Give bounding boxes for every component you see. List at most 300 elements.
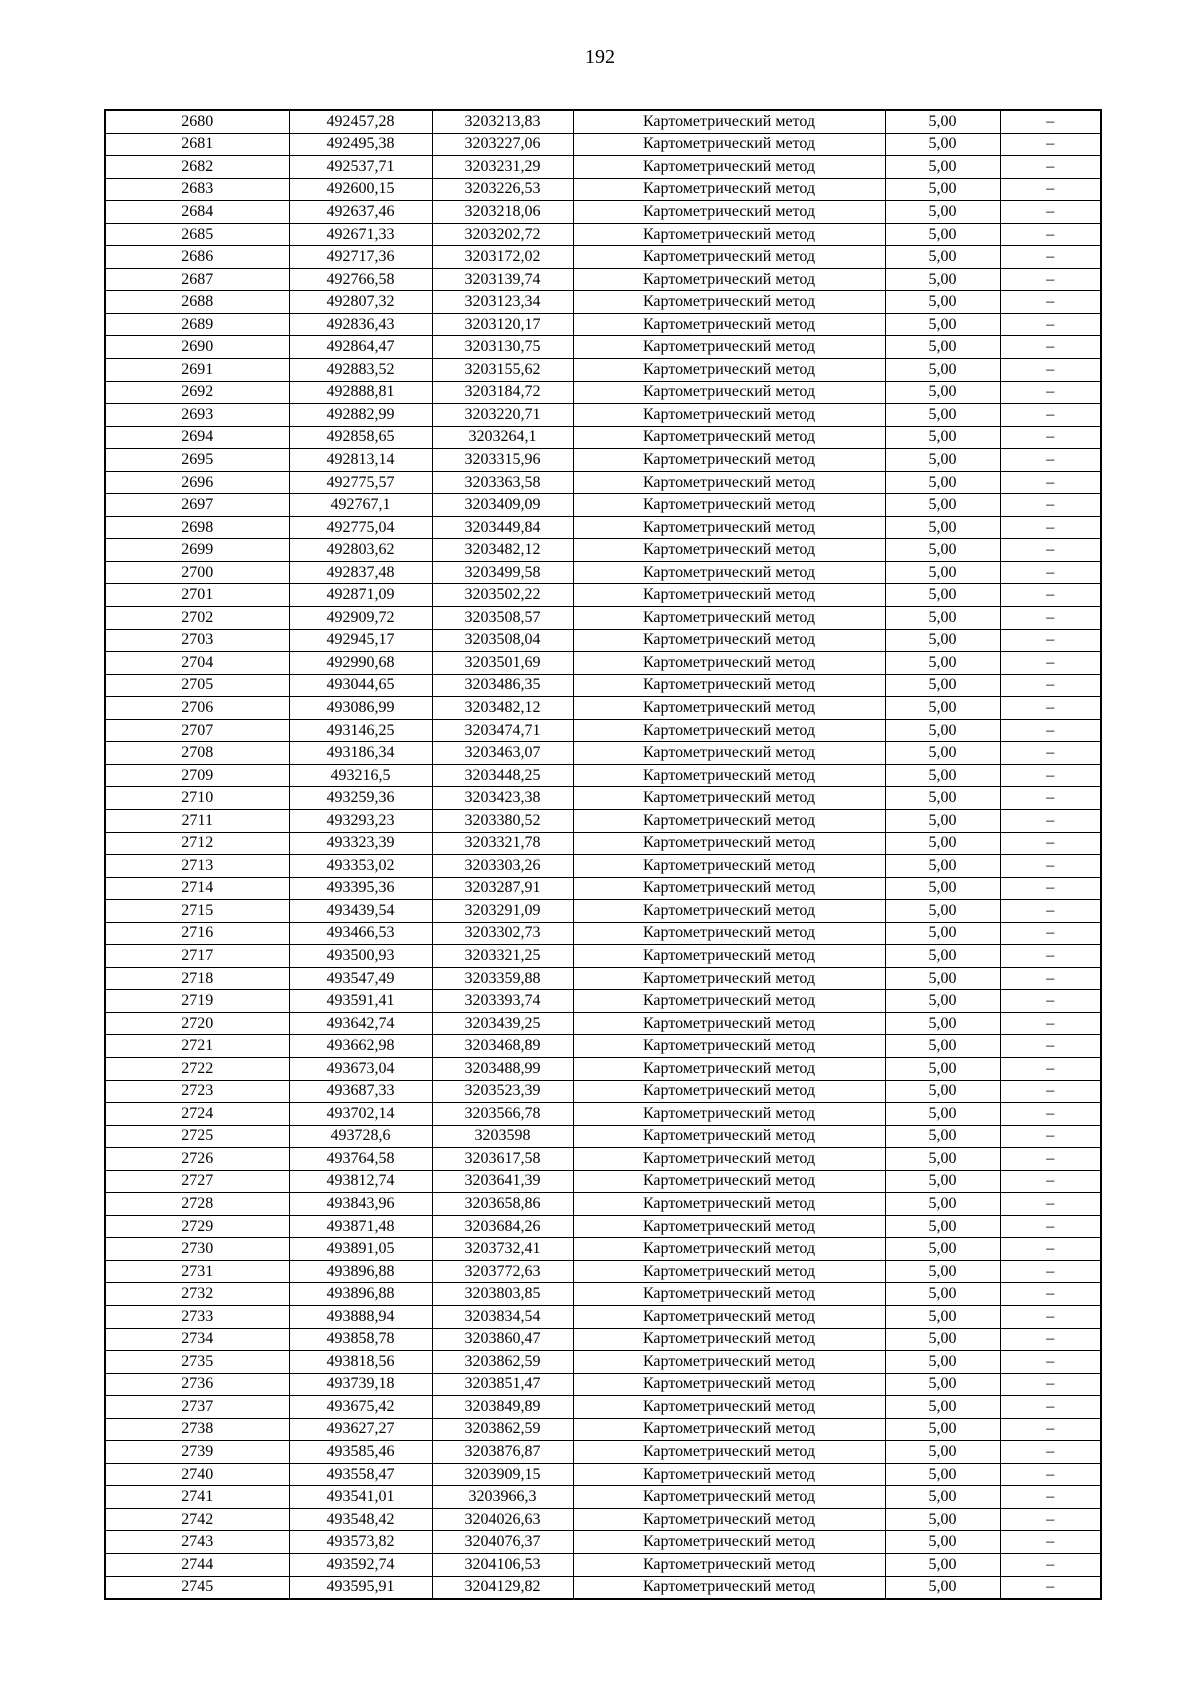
x-coordinate-cell: 492766,58 [289, 268, 432, 291]
accuracy-cell: 5,00 [885, 900, 1000, 923]
x-coordinate-cell: 492864,47 [289, 336, 432, 359]
point-number-cell: 2733 [105, 1305, 289, 1328]
x-coordinate-cell: 493843,96 [289, 1193, 432, 1216]
description-cell: – [1000, 787, 1101, 810]
x-coordinate-cell: 492871,09 [289, 584, 432, 607]
point-number-cell: 2744 [105, 1554, 289, 1577]
y-coordinate-cell: 3203486,35 [432, 674, 573, 697]
x-coordinate-cell: 493044,65 [289, 674, 432, 697]
point-number-cell: 2721 [105, 1035, 289, 1058]
accuracy-cell: 5,00 [885, 922, 1000, 945]
description-cell: – [1000, 832, 1101, 855]
point-number-cell: 2688 [105, 291, 289, 314]
method-cell: Картометрический метод [573, 1012, 885, 1035]
accuracy-cell: 5,00 [885, 697, 1000, 720]
x-coordinate-cell: 492637,46 [289, 201, 432, 224]
description-cell: – [1000, 809, 1101, 832]
table-body [105, 110, 1101, 1599]
accuracy-cell: 5,00 [885, 133, 1000, 156]
description-cell: – [1000, 516, 1101, 539]
description-cell: – [1000, 1305, 1101, 1328]
y-coordinate-cell: 3203641,39 [432, 1170, 573, 1193]
x-coordinate-cell: 492767,1 [289, 494, 432, 517]
y-coordinate-cell: 3203231,29 [432, 156, 573, 179]
description-cell: – [1000, 1554, 1101, 1577]
table-row [105, 1260, 1101, 1283]
accuracy-cell: 5,00 [885, 1283, 1000, 1306]
method-cell: Картометрический метод [573, 1441, 885, 1464]
point-number-cell: 2693 [105, 404, 289, 427]
point-number-cell: 2708 [105, 742, 289, 765]
x-coordinate-cell: 493662,98 [289, 1035, 432, 1058]
point-number-cell: 2714 [105, 877, 289, 900]
table-row [105, 1351, 1101, 1374]
point-number-cell: 2735 [105, 1351, 289, 1374]
accuracy-cell: 5,00 [885, 1238, 1000, 1261]
description-cell: – [1000, 1328, 1101, 1351]
method-cell: Картометрический метод [573, 1508, 885, 1531]
table-row [105, 967, 1101, 990]
accuracy-cell: 5,00 [885, 1418, 1000, 1441]
point-number-cell: 2739 [105, 1441, 289, 1464]
table-row [105, 674, 1101, 697]
y-coordinate-cell: 3203184,72 [432, 381, 573, 404]
point-number-cell: 2718 [105, 967, 289, 990]
point-number-cell: 2687 [105, 268, 289, 291]
table-row [105, 1396, 1101, 1419]
point-number-cell: 2696 [105, 471, 289, 494]
description-cell: – [1000, 1125, 1101, 1148]
method-cell: Картометрический метод [573, 381, 885, 404]
table-row [105, 1080, 1101, 1103]
accuracy-cell: 5,00 [885, 471, 1000, 494]
method-cell: Картометрический метод [573, 900, 885, 923]
method-cell: Картометрический метод [573, 336, 885, 359]
accuracy-cell: 5,00 [885, 178, 1000, 201]
x-coordinate-cell: 492813,14 [289, 449, 432, 472]
accuracy-cell: 5,00 [885, 1508, 1000, 1531]
x-coordinate-cell: 493547,49 [289, 967, 432, 990]
point-number-cell: 2694 [105, 426, 289, 449]
description-cell: – [1000, 922, 1101, 945]
method-cell: Картометрический метод [573, 1554, 885, 1577]
description-cell: – [1000, 1531, 1101, 1554]
description-cell: – [1000, 629, 1101, 652]
description-cell: – [1000, 764, 1101, 787]
accuracy-cell: 5,00 [885, 945, 1000, 968]
y-coordinate-cell: 3203488,99 [432, 1057, 573, 1080]
table-row [105, 855, 1101, 878]
x-coordinate-cell: 493573,82 [289, 1531, 432, 1554]
description-cell: – [1000, 652, 1101, 675]
x-coordinate-cell: 493591,41 [289, 990, 432, 1013]
accuracy-cell: 5,00 [885, 1396, 1000, 1419]
x-coordinate-cell: 493353,02 [289, 855, 432, 878]
method-cell: Картометрический метод [573, 313, 885, 336]
method-cell: Картометрический метод [573, 922, 885, 945]
accuracy-cell: 5,00 [885, 584, 1000, 607]
point-number-cell: 2717 [105, 945, 289, 968]
description-cell: – [1000, 133, 1101, 156]
point-number-cell: 2700 [105, 561, 289, 584]
point-number-cell: 2722 [105, 1057, 289, 1080]
table-row [105, 1125, 1101, 1148]
method-cell: Картометрический метод [573, 1576, 885, 1599]
x-coordinate-cell: 493818,56 [289, 1351, 432, 1374]
description-cell: – [1000, 1170, 1101, 1193]
method-cell: Картометрический метод [573, 156, 885, 179]
method-cell: Картометрический метод [573, 561, 885, 584]
y-coordinate-cell: 3203617,58 [432, 1148, 573, 1171]
description-cell: – [1000, 246, 1101, 269]
description-cell: – [1000, 967, 1101, 990]
accuracy-cell: 5,00 [885, 561, 1000, 584]
y-coordinate-cell: 3203566,78 [432, 1103, 573, 1126]
description-cell: – [1000, 268, 1101, 291]
table-row [105, 1576, 1101, 1599]
point-number-cell: 2682 [105, 156, 289, 179]
method-cell: Картометрический метод [573, 697, 885, 720]
table-row [105, 652, 1101, 675]
description-cell: – [1000, 1418, 1101, 1441]
table-row [105, 877, 1101, 900]
point-number-cell: 2743 [105, 1531, 289, 1554]
method-cell: Картометрический метод [573, 945, 885, 968]
table-row [105, 110, 1101, 133]
method-cell: Картометрический метод [573, 539, 885, 562]
x-coordinate-cell: 493439,54 [289, 900, 432, 923]
description-cell: – [1000, 1351, 1101, 1374]
y-coordinate-cell: 3203321,78 [432, 832, 573, 855]
table-row [105, 561, 1101, 584]
method-cell: Картометрический метод [573, 742, 885, 765]
x-coordinate-cell: 493216,5 [289, 764, 432, 787]
y-coordinate-cell: 3203502,22 [432, 584, 573, 607]
table-row [105, 900, 1101, 923]
x-coordinate-cell: 493500,93 [289, 945, 432, 968]
x-coordinate-cell: 493673,04 [289, 1057, 432, 1080]
method-cell: Картометрический метод [573, 1125, 885, 1148]
point-number-cell: 2703 [105, 629, 289, 652]
accuracy-cell: 5,00 [885, 426, 1000, 449]
accuracy-cell: 5,00 [885, 449, 1000, 472]
point-number-cell: 2737 [105, 1396, 289, 1419]
accuracy-cell: 5,00 [885, 1080, 1000, 1103]
method-cell: Картометрический метод [573, 1035, 885, 1058]
method-cell: Картометрический метод [573, 584, 885, 607]
method-cell: Картометрический метод [573, 1486, 885, 1509]
table-row [105, 1508, 1101, 1531]
method-cell: Картометрический метод [573, 1080, 885, 1103]
point-number-cell: 2741 [105, 1486, 289, 1509]
description-cell: – [1000, 607, 1101, 630]
accuracy-cell: 5,00 [885, 990, 1000, 1013]
method-cell: Картометрический метод [573, 1418, 885, 1441]
description-cell: – [1000, 1373, 1101, 1396]
x-coordinate-cell: 492537,71 [289, 156, 432, 179]
table-row [105, 1418, 1101, 1441]
point-number-cell: 2723 [105, 1080, 289, 1103]
point-number-cell: 2692 [105, 381, 289, 404]
accuracy-cell: 5,00 [885, 1351, 1000, 1374]
accuracy-cell: 5,00 [885, 1035, 1000, 1058]
method-cell: Картометрический метод [573, 1396, 885, 1419]
x-coordinate-cell: 493702,14 [289, 1103, 432, 1126]
point-number-cell: 2745 [105, 1576, 289, 1599]
accuracy-cell: 5,00 [885, 832, 1000, 855]
accuracy-cell: 5,00 [885, 1193, 1000, 1216]
description-cell: – [1000, 877, 1101, 900]
y-coordinate-cell: 3204129,82 [432, 1576, 573, 1599]
point-number-cell: 2709 [105, 764, 289, 787]
description-cell: – [1000, 1148, 1101, 1171]
x-coordinate-cell: 492836,43 [289, 313, 432, 336]
description-cell: – [1000, 404, 1101, 427]
method-cell: Картометрический метод [573, 787, 885, 810]
accuracy-cell: 5,00 [885, 1576, 1000, 1599]
y-coordinate-cell: 3203409,09 [432, 494, 573, 517]
accuracy-cell: 5,00 [885, 719, 1000, 742]
description-cell: – [1000, 1463, 1101, 1486]
method-cell: Картометрический метод [573, 652, 885, 675]
description-cell: – [1000, 359, 1101, 382]
description-cell: – [1000, 1103, 1101, 1126]
point-number-cell: 2742 [105, 1508, 289, 1531]
method-cell: Картометрический метод [573, 178, 885, 201]
point-number-cell: 2689 [105, 313, 289, 336]
table-row [105, 1057, 1101, 1080]
point-number-cell: 2705 [105, 674, 289, 697]
y-coordinate-cell: 3203966,3 [432, 1486, 573, 1509]
point-number-cell: 2724 [105, 1103, 289, 1126]
method-cell: Картометрический метод [573, 449, 885, 472]
x-coordinate-cell: 493896,88 [289, 1283, 432, 1306]
method-cell: Картометрический метод [573, 1531, 885, 1554]
x-coordinate-cell: 493675,42 [289, 1396, 432, 1419]
accuracy-cell: 5,00 [885, 110, 1000, 133]
x-coordinate-cell: 493585,46 [289, 1441, 432, 1464]
method-cell: Картометрический метод [573, 809, 885, 832]
description-cell: – [1000, 426, 1101, 449]
point-number-cell: 2681 [105, 133, 289, 156]
point-number-cell: 2719 [105, 990, 289, 1013]
method-cell: Картометрический метод [573, 1238, 885, 1261]
point-number-cell: 2707 [105, 719, 289, 742]
point-number-cell: 2702 [105, 607, 289, 630]
y-coordinate-cell: 3203468,89 [432, 1035, 573, 1058]
x-coordinate-cell: 492882,99 [289, 404, 432, 427]
description-cell: – [1000, 1283, 1101, 1306]
y-coordinate-cell: 3203499,58 [432, 561, 573, 584]
y-coordinate-cell: 3204026,63 [432, 1508, 573, 1531]
accuracy-cell: 5,00 [885, 539, 1000, 562]
x-coordinate-cell: 493592,74 [289, 1554, 432, 1577]
page-number: 192 [585, 46, 615, 68]
accuracy-cell: 5,00 [885, 404, 1000, 427]
description-cell: – [1000, 1486, 1101, 1509]
accuracy-cell: 5,00 [885, 652, 1000, 675]
point-number-cell: 2715 [105, 900, 289, 923]
y-coordinate-cell: 3203287,91 [432, 877, 573, 900]
table-row [105, 1193, 1101, 1216]
y-coordinate-cell: 3203598 [432, 1125, 573, 1148]
table-row [105, 1486, 1101, 1509]
accuracy-cell: 5,00 [885, 1148, 1000, 1171]
method-cell: Картометрический метод [573, 268, 885, 291]
description-cell: – [1000, 561, 1101, 584]
point-number-cell: 2698 [105, 516, 289, 539]
y-coordinate-cell: 3203439,25 [432, 1012, 573, 1035]
method-cell: Картометрический метод [573, 1057, 885, 1080]
x-coordinate-cell: 493548,42 [289, 1508, 432, 1531]
x-coordinate-cell: 493323,39 [289, 832, 432, 855]
y-coordinate-cell: 3203862,59 [432, 1351, 573, 1374]
point-number-cell: 2726 [105, 1148, 289, 1171]
x-coordinate-cell: 492717,36 [289, 246, 432, 269]
x-coordinate-cell: 493595,91 [289, 1576, 432, 1599]
y-coordinate-cell: 3203772,63 [432, 1260, 573, 1283]
accuracy-cell: 5,00 [885, 855, 1000, 878]
point-number-cell: 2704 [105, 652, 289, 675]
point-number-cell: 2695 [105, 449, 289, 472]
y-coordinate-cell: 3203393,74 [432, 990, 573, 1013]
y-coordinate-cell: 3203508,57 [432, 607, 573, 630]
table-row [105, 787, 1101, 810]
table-row [105, 516, 1101, 539]
description-cell: – [1000, 990, 1101, 1013]
description-cell: – [1000, 945, 1101, 968]
x-coordinate-cell: 493891,05 [289, 1238, 432, 1261]
point-number-cell: 2710 [105, 787, 289, 810]
x-coordinate-cell: 493086,99 [289, 697, 432, 720]
table-row [105, 1373, 1101, 1396]
table-row [105, 156, 1101, 179]
y-coordinate-cell: 3203302,73 [432, 922, 573, 945]
point-number-cell: 2697 [105, 494, 289, 517]
x-coordinate-cell: 492883,52 [289, 359, 432, 382]
table-row [105, 1441, 1101, 1464]
table-row [105, 471, 1101, 494]
x-coordinate-cell: 492775,04 [289, 516, 432, 539]
accuracy-cell: 5,00 [885, 223, 1000, 246]
description-cell: – [1000, 471, 1101, 494]
description-cell: – [1000, 1193, 1101, 1216]
point-number-cell: 2706 [105, 697, 289, 720]
table-row [105, 1103, 1101, 1126]
y-coordinate-cell: 3204106,53 [432, 1554, 573, 1577]
method-cell: Картометрический метод [573, 133, 885, 156]
method-cell: Картометрический метод [573, 990, 885, 1013]
accuracy-cell: 5,00 [885, 1057, 1000, 1080]
x-coordinate-cell: 492775,57 [289, 471, 432, 494]
table-row [105, 607, 1101, 630]
y-coordinate-cell: 3203172,02 [432, 246, 573, 269]
y-coordinate-cell: 3203448,25 [432, 764, 573, 787]
description-cell: – [1000, 1441, 1101, 1464]
x-coordinate-cell: 493259,36 [289, 787, 432, 810]
table-row [105, 291, 1101, 314]
table-row [105, 313, 1101, 336]
y-coordinate-cell: 3203218,06 [432, 201, 573, 224]
accuracy-cell: 5,00 [885, 291, 1000, 314]
method-cell: Картометрический метод [573, 674, 885, 697]
x-coordinate-cell: 493293,23 [289, 809, 432, 832]
x-coordinate-cell: 492457,28 [289, 110, 432, 133]
y-coordinate-cell: 3203155,62 [432, 359, 573, 382]
y-coordinate-cell: 3203213,83 [432, 110, 573, 133]
point-number-cell: 2736 [105, 1373, 289, 1396]
y-coordinate-cell: 3203220,71 [432, 404, 573, 427]
description-cell: – [1000, 336, 1101, 359]
table-row [105, 426, 1101, 449]
table-row [105, 223, 1101, 246]
accuracy-cell: 5,00 [885, 607, 1000, 630]
x-coordinate-cell: 493812,74 [289, 1170, 432, 1193]
point-number-cell: 2730 [105, 1238, 289, 1261]
point-number-cell: 2691 [105, 359, 289, 382]
method-cell: Картометрический метод [573, 967, 885, 990]
description-cell: – [1000, 449, 1101, 472]
y-coordinate-cell: 3203202,72 [432, 223, 573, 246]
description-cell: – [1000, 381, 1101, 404]
x-coordinate-cell: 493739,18 [289, 1373, 432, 1396]
accuracy-cell: 5,00 [885, 674, 1000, 697]
method-cell: Картометрический метод [573, 1170, 885, 1193]
description-cell: – [1000, 855, 1101, 878]
y-coordinate-cell: 3203291,09 [432, 900, 573, 923]
y-coordinate-cell: 3203501,69 [432, 652, 573, 675]
accuracy-cell: 5,00 [885, 809, 1000, 832]
y-coordinate-cell: 3203123,34 [432, 291, 573, 314]
description-cell: – [1000, 494, 1101, 517]
table-row [105, 1328, 1101, 1351]
x-coordinate-cell: 493642,74 [289, 1012, 432, 1035]
table-row [105, 381, 1101, 404]
method-cell: Картометрический метод [573, 223, 885, 246]
y-coordinate-cell: 3204076,37 [432, 1531, 573, 1554]
y-coordinate-cell: 3203508,04 [432, 629, 573, 652]
x-coordinate-cell: 493728,6 [289, 1125, 432, 1148]
accuracy-cell: 5,00 [885, 787, 1000, 810]
table-row [105, 449, 1101, 472]
x-coordinate-cell: 492945,17 [289, 629, 432, 652]
accuracy-cell: 5,00 [885, 629, 1000, 652]
description-cell: – [1000, 1238, 1101, 1261]
point-number-cell: 2716 [105, 922, 289, 945]
description-cell: – [1000, 674, 1101, 697]
y-coordinate-cell: 3203474,71 [432, 719, 573, 742]
y-coordinate-cell: 3203359,88 [432, 967, 573, 990]
method-cell: Картометрический метод [573, 201, 885, 224]
point-number-cell: 2729 [105, 1215, 289, 1238]
description-cell: – [1000, 291, 1101, 314]
description-cell: – [1000, 1012, 1101, 1035]
table-row [105, 1170, 1101, 1193]
point-number-cell: 2725 [105, 1125, 289, 1148]
method-cell: Картометрический метод [573, 1351, 885, 1374]
table-row [105, 246, 1101, 269]
x-coordinate-cell: 493871,48 [289, 1215, 432, 1238]
point-number-cell: 2711 [105, 809, 289, 832]
x-coordinate-cell: 493627,27 [289, 1418, 432, 1441]
accuracy-cell: 5,00 [885, 1125, 1000, 1148]
table-row [105, 945, 1101, 968]
x-coordinate-cell: 493896,88 [289, 1260, 432, 1283]
accuracy-cell: 5,00 [885, 1531, 1000, 1554]
method-cell: Картометрический метод [573, 719, 885, 742]
y-coordinate-cell: 3203363,58 [432, 471, 573, 494]
description-cell: – [1000, 1508, 1101, 1531]
